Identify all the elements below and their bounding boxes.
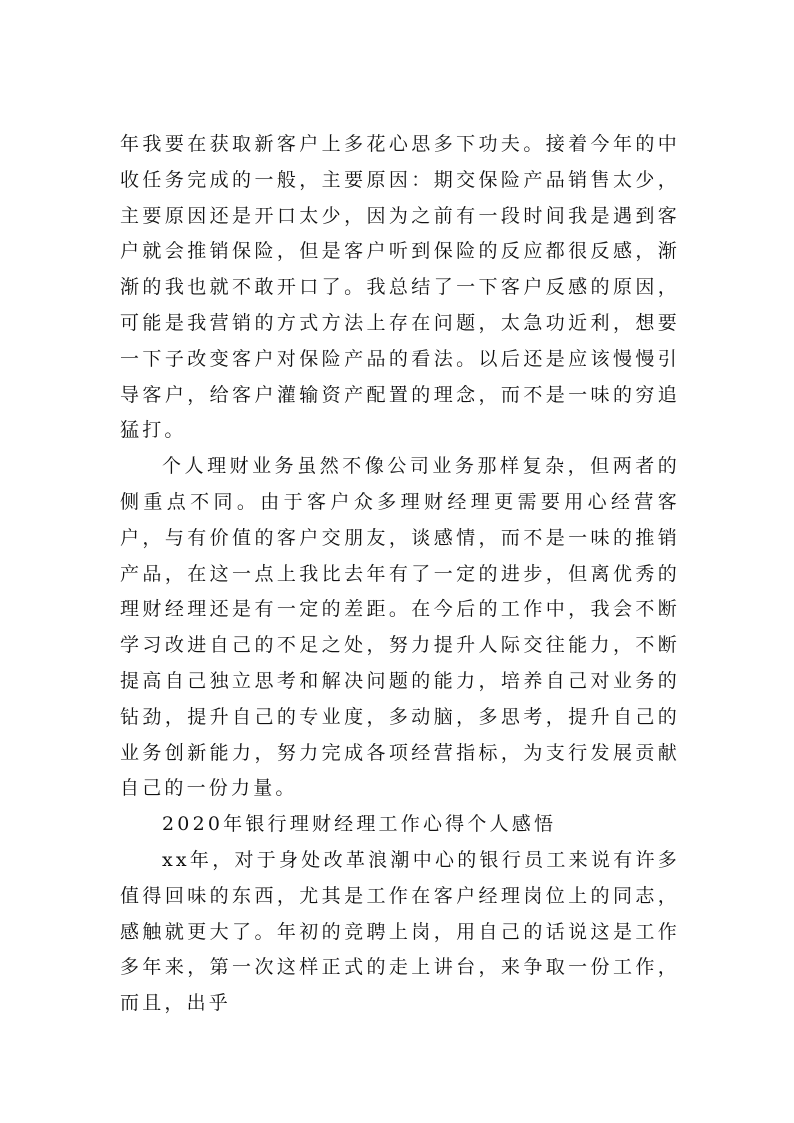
paragraph-reflection: xx年，对于身处改革浪潮中心的银行员工来说有许多值得回味的东西，尤其是工作在客户经理岗位上的同志，感触就更大了。年初的竞聘上岗，用自己的话说这是工作多年来，第一次这样正式的走上讲台，来争取一份工作，而且，出乎	[120, 848, 680, 1015]
section-title: 2020年银行理财经理工作心得个人感悟	[162, 813, 557, 836]
paragraph-personal-finance: 个人理财业务虽然不像公司业务那样复杂，但两者的侧重点不同。由于客户众多理财经理更需要用心经营客户，与有价值的客户交朋友，谈感情，而不是一味的推销产品，在这一点上我比去年有了一定的进步，但离优秀的理财经理还是有一定的差距。在今后的工作中，我会不断学习改进自己的不足之处，努力提升人际交往能力，不断提高自己独立思考和解决问题的能力，培养自己对业务的钻劲，提升自己的专业度，多动脑，多思考，提升自己的业务创新能力，努力完成各项经营指标，为支行发展贡献自己的一份力量。	[120, 455, 680, 800]
paragraph-continuation: 年我要在获取新客户上多花心思多下功夫。接着今年的中收任务完成的一般，主要原因：期交保险产品销售太少，主要原因还是开口太少，因为之前有一段时间我是遇到客户就会推销保险，但是客户听到保险的反应都很反感，渐渐的我也就不敢开口了。我总结了一下客户反感的原因，可能是我营销的方式方法上存在问题，太急功近利，想要一下子改变客户对保险产品的看法。以后还是应该慢慢引导客户，给客户灌输资产配置的理念，而不是一味的穷追猛打。	[120, 133, 680, 442]
document-body	[120, 127, 680, 1022]
